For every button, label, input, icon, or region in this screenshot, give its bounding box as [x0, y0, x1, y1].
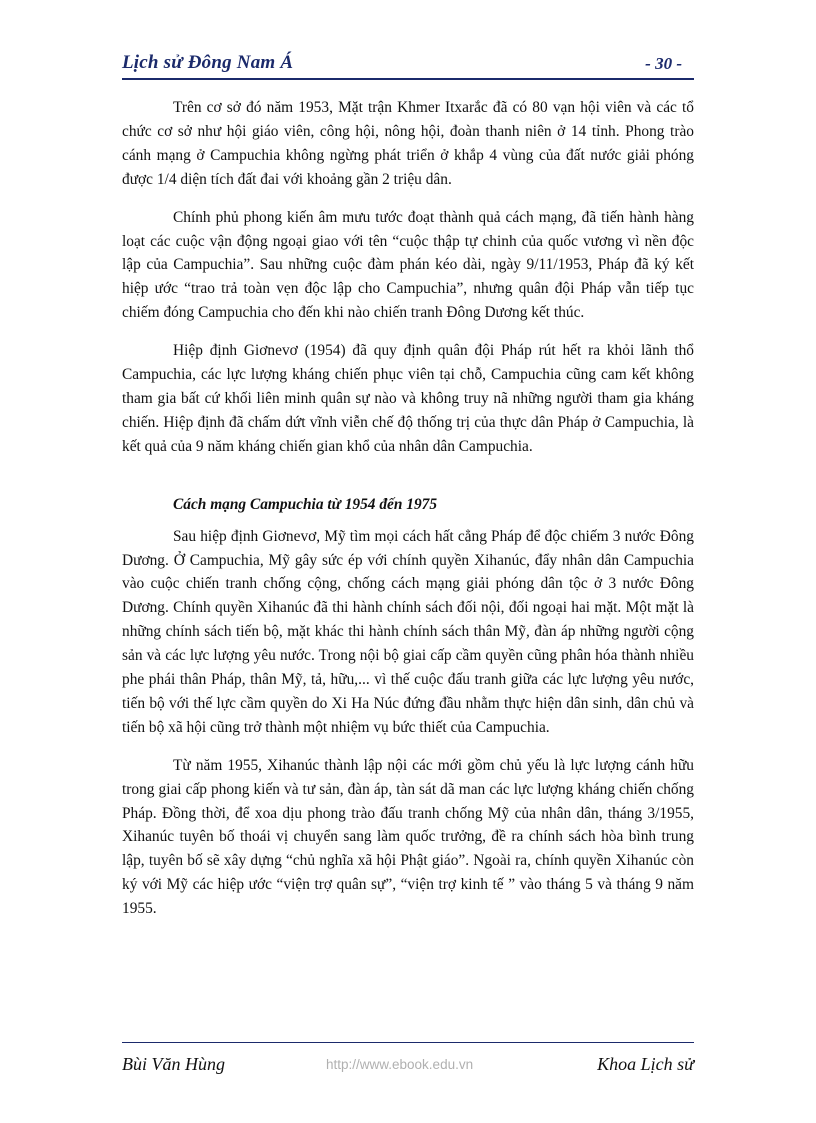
document-body [122, 96, 694, 935]
footer-department: Khoa Lịch sử [597, 1054, 694, 1074]
paragraph: Sau hiệp định Giơnevơ, Mỹ tìm mọi cách hất cẳng Pháp để độc chiếm 3 nước Đông Dương. Ở Campuchia, Mỹ gây sức ép với chính quyền Xihanúc, đẩy nhân dân Campuchia vào cuộc chiến tranh chống cộng, chống cách mạng giải phóng dân tộc ở 3 nước Đông Dương. Chính quyền Xihanúc đã thi hành chính sách đối nội, đối ngoại hai mặt. Một mặt là những chính sách tiến bộ, mặt khác thi hành chính sách thân Mỹ, đàn áp những người cộng sản và các lực lượng yêu nước. Trong nội bộ giai cấp cầm quyền cũng phân hóa thành nhiều phe phái thân Pháp, thân Mỹ, tả, hữu,... vì thế cuộc đấu tranh giữa các lực lượng yêu nước, tiến bộ với thế lực cầm quyền do Xi Ha Núc đứng đầu nhằm thực hiện dân sinh, dân chủ và tiến bộ xã hội cũng trở thành một nhiệm vụ bức thiết của Campuchia. [122, 527, 694, 736]
footer-divider [122, 1042, 694, 1043]
header-divider [122, 78, 694, 80]
paragraph: Chính phủ phong kiến âm mưu tước đoạt thành quả cách mạng, đã tiến hành hàng loạt các cuộc vận động ngoại giao với tên “cuộc thập tự chinh của quốc vương vì nền độc lập của Campuchia”. Sau những cuộc đàm phán kéo dài, ngày 9/11/1953, Pháp đã ký kết hiệp ước “trao trả toàn vẹn độc lập cho Campuchia”, nhưng quân đội Pháp vẫn tiếp tục chiếm đóng Campuchia cho đến khi nào chiến tranh Đông Dương kết thúc. [122, 208, 694, 322]
page-number: - 30 - [645, 54, 682, 73]
paragraph: Từ năm 1955, Xihanúc thành lập nội các mới gồm chủ yếu là lực lượng cánh hữu trong giai cấp phong kiến và tư sản, đàn áp, tàn sát dã man các lực lượng kháng chiến chống Pháp. Đồng thời, để xoa dịu phong trào đấu tranh chống Mỹ của nhân dân, tháng 3/1955, Xihanúc tuyên bố thoái vị chuyển sang làm quốc trưởng, đề ra chính sách hòa bình trung lập, tuyên bố sẽ xây dựng “chủ nghĩa xã hội Phật giáo”. Ngoài ra, chính quyền Xihanúc còn ký với Mỹ các hiệp ước “viện trợ quân sự”, “viện trợ kinh tế ” vào tháng 5 và tháng 9 năm 1955. [122, 756, 694, 918]
footer-author: Bùi Văn Hùng [122, 1054, 225, 1074]
page-header [122, 52, 682, 78]
paragraph: Hiệp định Giơnevơ (1954) đã quy định quân đội Pháp rút hết ra khỏi lãnh thổ Campuchia, các lực lượng kháng chiến phục viên tại chỗ, Campuchia cũng cam kết không tham gia bất cứ khối liên minh quân sự nào và không truy nã những người tham gia kháng chiến. Hiệp định đã chấm dứt vĩnh viễn chế độ thống trị của thực dân Pháp ở Campuchia, là kết quả của 9 năm kháng chiến gian khổ của nhân dân Campuchia. [122, 342, 694, 455]
paragraph: Trên cơ sở đó năm 1953, Mặt trận Khmer Itxarắc đã có 80 vạn hội viên và các tổ chức cơ sở như hội giáo viên, công hội, nông hội, đoàn thanh niên ở 14 tỉnh. Phong trào cánh mạng ở Campuchia không ngừng phát triển ở khắp 4 vùng của đất nước giải phóng được 1/4 diện tích đất đai với khoảng gần 2 triệu dân. [122, 99, 694, 188]
footer-url-link[interactable]: http://www.ebook.edu.vn [326, 1057, 474, 1072]
header-title: Lịch sử Đông Nam Á [122, 52, 294, 73]
section-heading: Cách mạng Campuchia từ 1954 đến 1975 [173, 495, 438, 513]
